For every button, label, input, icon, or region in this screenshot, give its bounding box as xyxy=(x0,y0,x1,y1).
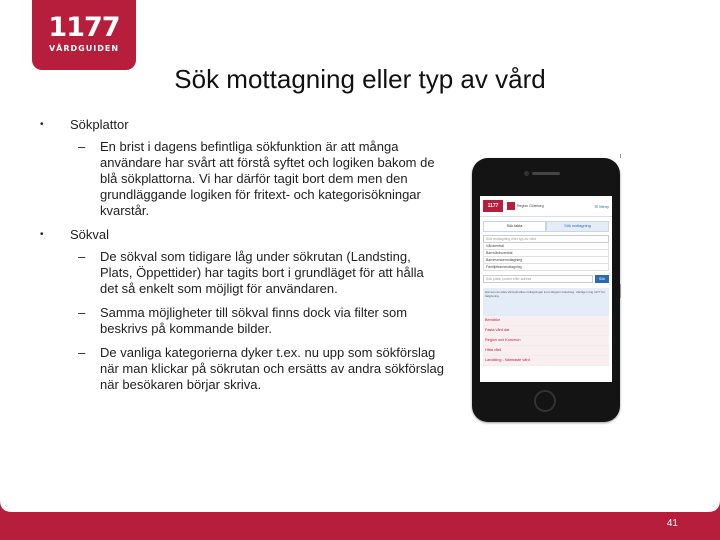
phone-header xyxy=(480,196,612,217)
dash-icon: – xyxy=(78,139,86,154)
phone-screen xyxy=(480,196,612,382)
tab-sok-fakta[interactable]: Sök fakta xyxy=(483,221,546,232)
category-item[interactable]: Bemärke xyxy=(483,316,609,326)
info-box: Här kan du söka vård på olika mottagningar inom Region Göteborg. Vänligen ring 1177 för rådgivning. xyxy=(483,288,609,316)
sub-bullet xyxy=(40,139,445,219)
search-button[interactable]: Sök xyxy=(595,275,609,283)
sub-bullet-text: En brist i dagens befintliga sökfunktion är att många användare har svårt att förstå syftet och logiken bakom de blå sökplattorna. Vi har därför tagit bort dem men den grundläggande logiken för fritext- och kategorisökningar kvarstår. xyxy=(100,139,435,218)
camera-icon xyxy=(524,171,529,176)
decorative-line xyxy=(620,154,621,158)
sub-bullet xyxy=(40,305,445,337)
slide-title: Sök mottagning eller typ av vård xyxy=(174,64,546,94)
speaker-icon xyxy=(532,172,560,175)
page-number: 41 xyxy=(666,518,678,529)
location-input[interactable]: Sök plats, postnr eller adress xyxy=(483,275,593,283)
category-item[interactable]: Region och Kommun xyxy=(483,336,609,346)
search-input[interactable]: Sök mottagning eller typ av vård xyxy=(483,235,609,243)
region-name: Region Göteborg xyxy=(517,204,544,208)
bottom-bar xyxy=(0,494,720,540)
bullet-sokplattor xyxy=(40,117,445,133)
suggestion-item[interactable]: Vårdcentral xyxy=(483,243,609,250)
region-logo-icon xyxy=(507,202,515,210)
suggestion-item[interactable]: Barnvårdscentral xyxy=(483,250,609,257)
logo-name: VÅRDGUIDEN xyxy=(48,44,120,53)
sub-bullet-text: De sökval som tidigare låg under sökrutan (Landsting, Plats, Öppettider) har tagits bort i grundläget för att hålla det så enkelt som möjligt för användaren. xyxy=(100,249,424,296)
dash-icon: – xyxy=(78,305,86,320)
sub-bullet-text: De vanliga kategorierna dyker t.ex. nu upp som sökförslag när man klickar på sökrutan och ersätts av andra sökförslag när besökaren börjar skriva. xyxy=(100,345,444,392)
logo-number: 1177 xyxy=(48,12,120,43)
suggestion-item[interactable]: Familjebarnmottagning xyxy=(483,264,609,271)
phone-mockup xyxy=(472,158,620,422)
sub-bullet-text: Samma möjligheter till sökval finns dock via filter som beskrivs på kommande bilder. xyxy=(100,305,408,336)
phone-logo: 1177 xyxy=(483,200,503,212)
bullet-sokval xyxy=(40,227,445,243)
category-item[interactable]: Fasta vård dat xyxy=(483,326,609,336)
vardguiden-logo xyxy=(32,0,136,70)
dash-icon: – xyxy=(78,249,86,264)
bullet-dot-icon: • xyxy=(40,119,44,130)
category-item[interactable]: Hitta vård xyxy=(483,346,609,356)
menu-button[interactable]: ☰ Meny xyxy=(594,203,609,209)
dash-icon: – xyxy=(78,345,86,360)
sub-bullet xyxy=(40,345,445,393)
bullet-label: Sökval xyxy=(70,227,110,242)
tab-sok-mottagning[interactable]: Sök mottagning xyxy=(546,221,609,232)
location-row xyxy=(483,275,609,283)
sub-bullet xyxy=(40,249,445,297)
suggestion-item[interactable]: Barnmorskemottagning xyxy=(483,257,609,264)
phone-tabs xyxy=(483,221,609,232)
home-button-icon xyxy=(534,390,556,412)
category-item[interactable]: Landsting - Närmaste vård xyxy=(483,356,609,366)
decorative-line xyxy=(620,284,621,298)
bullet-dot-icon: • xyxy=(40,229,44,240)
slide-content xyxy=(40,117,445,401)
bullet-label: Sökplattor xyxy=(70,117,129,132)
